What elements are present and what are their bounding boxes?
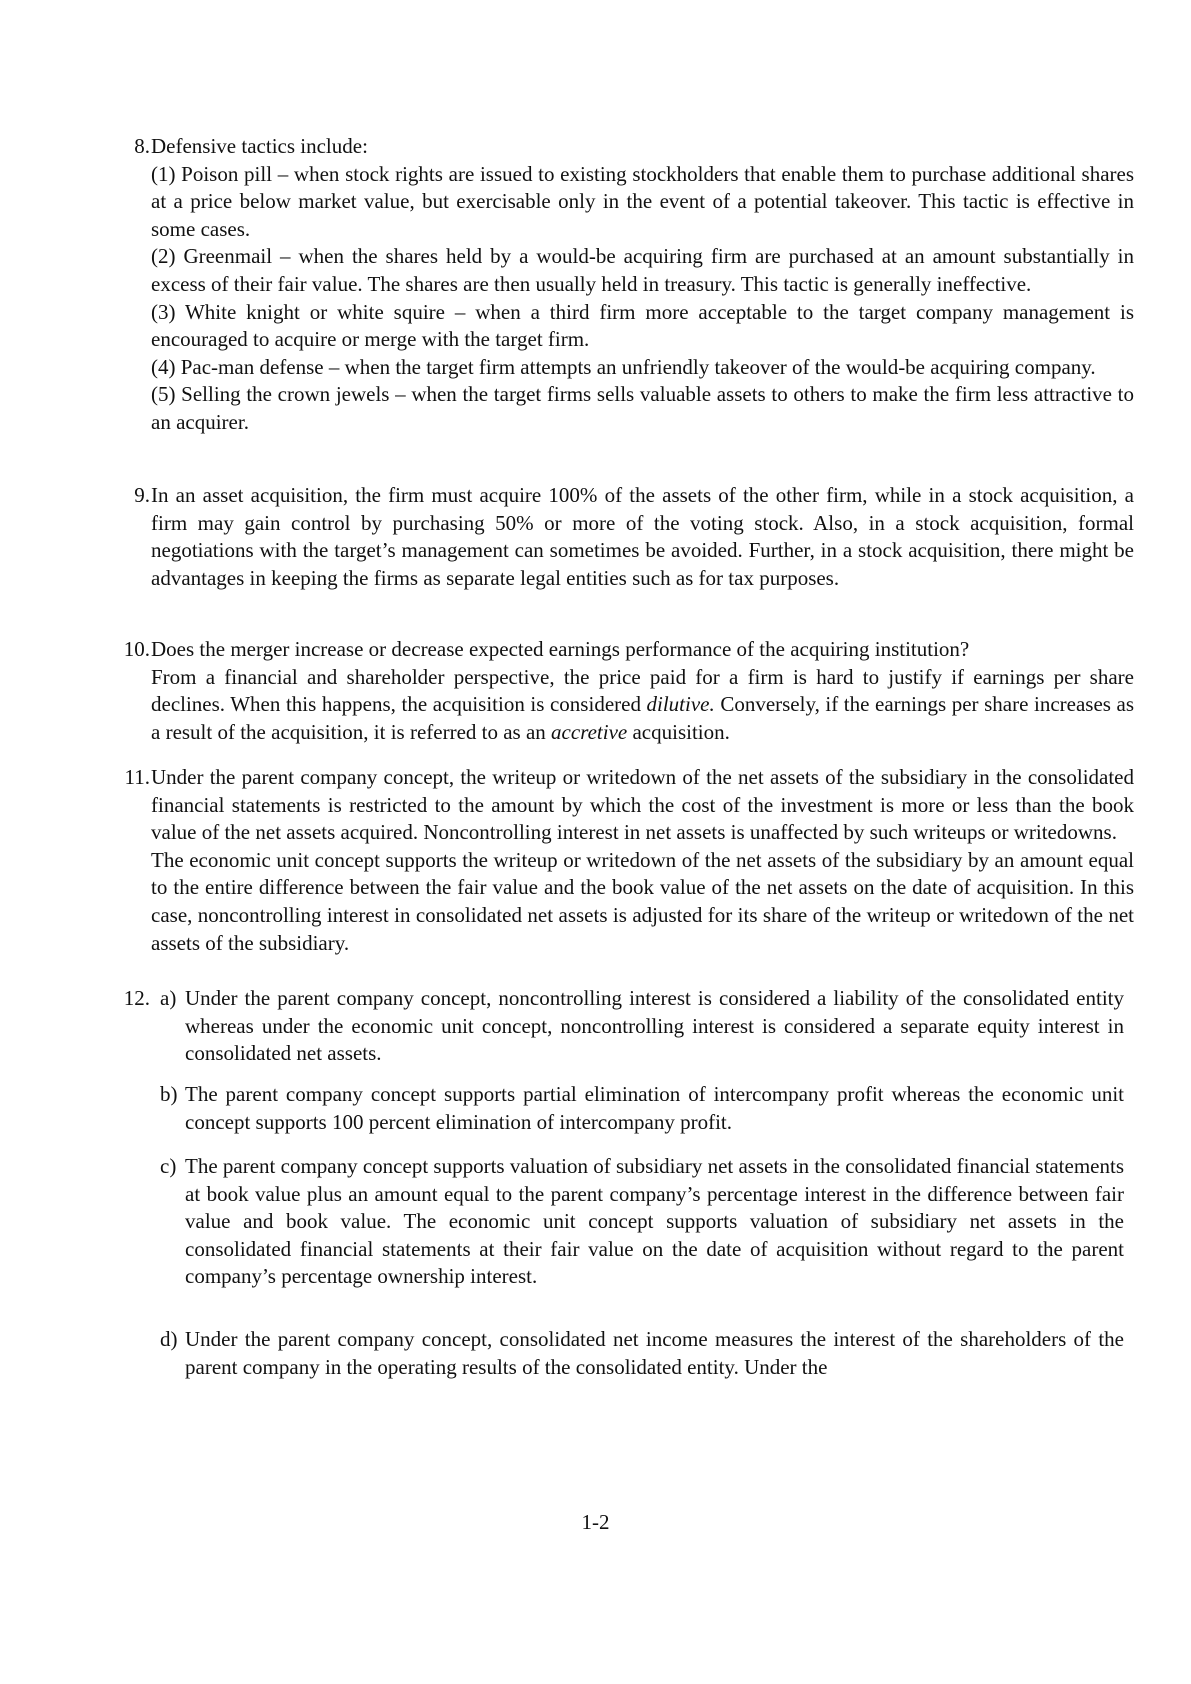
item-9-text: In an asset acquisition, the firm must acquire 100% of the assets of the other firm, while in a stock acquisition, a firm may gain control by purchasing 50% or more of the voting stock. Also, in a stock acquisition, formal negotiations with the target’s management can sometimes be avoided. Further, in a stock acquisition, there might be advantages in keeping the firms as separate legal entities such as for tax purposes.: [151, 483, 1134, 590]
item-number: 12.: [123, 986, 150, 1010]
item-11: [120, 764, 1134, 957]
item-number: 8.: [134, 134, 150, 158]
page-number: 1-2: [581, 1510, 610, 1534]
item-8-intro: Defensive tactics include:: [151, 134, 368, 158]
answer-part-1: From a financial and shareholder perspective, the price paid for a firm is hard to justify if earnings per share declines. When this happens, the acquisition is considered: [151, 664, 1134, 717]
tactic-white-knight: (3) White knight or white squire – when a third firm more acceptable to the target company management is encouraged to acquire or merge with the target firm.: [151, 299, 1134, 352]
sub-body: Under the parent company concept, consolidated net income measures the interest of the shareholders of the parent company in the operating results of the consolidated entity. Under the: [185, 1327, 1124, 1379]
item-12-b: [160, 1081, 1124, 1136]
item-12-c: [160, 1153, 1124, 1291]
item-number: 11.: [124, 765, 150, 789]
sub-body: The parent company concept supports valuation of subsidiary net assets in the consolidated financial statements at book value plus an amount equal to the parent company’s percentage interest in the difference between fair value and book value. The economic unit concept supports valuation of subsidiary net assets in the consolidated financial statements at their fair value on the date of acquisition without regard to the parent company’s percentage ownership interest.: [185, 1154, 1124, 1289]
item-body: [151, 482, 1134, 592]
tactic-crown-jewels: (5) Selling the crown jewels – when the target firms sells valuable assets to others to make the firm less attractive to an acquirer.: [151, 382, 1134, 434]
item-body: [151, 636, 1134, 746]
item-8: [120, 133, 1134, 437]
parent-company-concept-paragraph: Under the parent company concept, the writeup or writedown of the net assets of the subsidiary in the consolidated financial statements is restricted to the amount by which the cost of the investment is more or less than the book value of the net assets acquired. Noncontrolling interest in net assets is unaffected by such writeups or writedowns.: [151, 765, 1134, 845]
item-12-a: [160, 985, 1124, 1068]
tactic-poison-pill: (1) Poison pill – when stock rights are issued to existing stockholders that enable them to purchase additional shares at a price below market value, but exercisable only in the event of a potential takeover. This tactic is effective in some cases.: [151, 161, 1134, 241]
sub-body: The parent company concept supports partial elimination of intercompany profit whereas the economic unit concept supports 100 percent elimination of intercompany profit.: [185, 1082, 1124, 1134]
item-10-answer: [151, 664, 1134, 747]
term-dilutive: dilutive.: [646, 692, 715, 717]
sub-letter: c): [160, 1154, 177, 1178]
item-body: [151, 133, 1134, 437]
item-number: 9.: [134, 483, 150, 507]
sub-letter: d): [160, 1327, 178, 1351]
answer-part-2: Conversely, if the earnings per share increases as a result of the acquisition, it is referred to as an: [151, 692, 1134, 744]
sub-letter: b): [160, 1082, 178, 1106]
item-body: [151, 764, 1134, 957]
tactic-pac-man: (4) Pac-man defense – when the target firm attempts an unfriendly takeover of the would-be acquiring company.: [151, 354, 1096, 379]
item-9: [120, 482, 1134, 592]
term-accretive: accretive: [551, 719, 628, 744]
item-number: 10.: [123, 637, 150, 661]
sub-letter: a): [160, 986, 177, 1010]
tactic-greenmail: (2) Greenmail – when the shares held by a would-be acquiring firm are purchased at an amount substantially in excess of their fair value. The shares are then usually held in treasury. This tactic is generally ineffective.: [151, 244, 1134, 296]
sub-body: Under the parent company concept, noncontrolling interest is considered a liability of the consolidated entity whereas under the economic unit concept, noncontrolling interest is considered a separate equity interest in consolidated net assets.: [185, 986, 1124, 1066]
item-10-question: Does the merger increase or decrease expected earnings performance of the acquiring institution?: [151, 637, 970, 661]
item-12-d: [160, 1326, 1124, 1381]
economic-unit-concept-paragraph: The economic unit concept supports the writeup or writedown of the net assets of the subsidiary by an amount equal to the entire difference between the fair value and the book value of the net assets on the date of acquisition. In this case, noncontrolling interest in consolidated net assets is adjusted for its share of the writeup or writedown of the net assets of the subsidiary.: [151, 847, 1134, 955]
item-10: [120, 636, 1134, 746]
answer-part-3: acquisition.: [627, 719, 730, 744]
